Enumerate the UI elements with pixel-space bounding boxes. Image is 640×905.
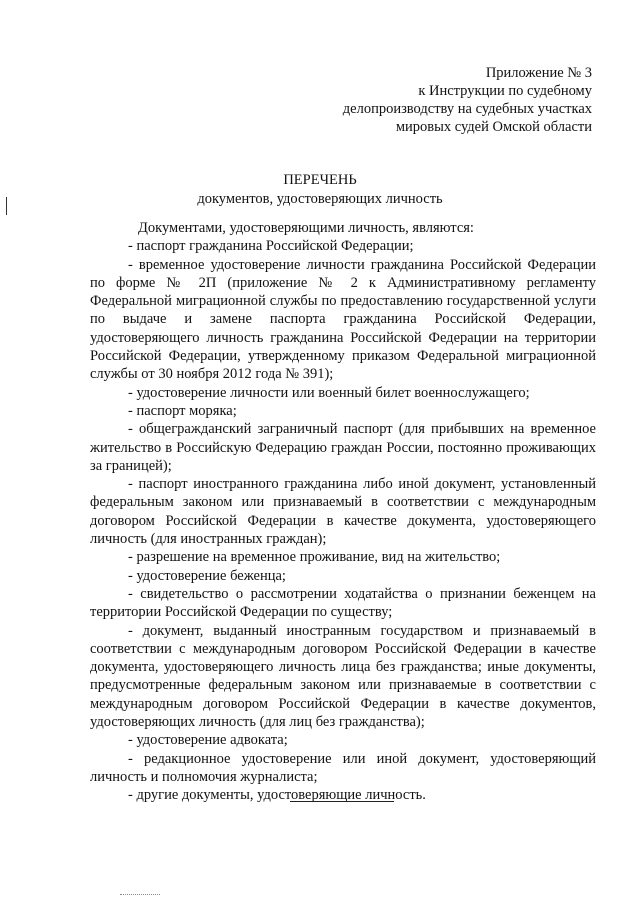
- list-item: - временное удостоверение личности гражданина Российской Федерации по форме № 2П (приложение № 2 к Административному регламенту Федеральной миграционной службы по предоставлению государственной услуги по выдаче и замене паспорта гражданина Российской Федерации, удостоверяющего личность гражданина Российской Федерации на территории Российской Федерации, утвержденному приказом Федеральной миграционной службы от 30 ноября 2012 года № 391);: [90, 256, 596, 383]
- list-item: - другие документы, удостоверяющие личность.: [128, 787, 426, 804]
- annex-header: [232, 64, 592, 136]
- list-item: - паспорт иностранного гражданина либо иной документ, установленный федеральным законом или признаваемый в соответствии с международным договором Российской Федерации в качестве документа, удостоверяющего личность (для иностранных граждан);: [90, 476, 596, 548]
- intro-paragraph: Документами, удостоверяющими личность, являются:: [138, 220, 474, 236]
- list-item: - редакционное удостоверение или иной документ, удостоверяющий личность и полномочия журналиста;: [90, 750, 596, 785]
- list-item: - удостоверение личности или военный билет военнослужащего;: [128, 384, 530, 401]
- annex-line-1: Приложение № 3: [485, 65, 592, 81]
- list-item: - свидетельство о рассмотрении ходатайства о признании беженцем на территории Российской Федерации по существу;: [90, 585, 596, 621]
- title-block: [0, 171, 640, 209]
- list-item: - удостоверение беженца;: [128, 567, 286, 584]
- document-body: [90, 219, 596, 805]
- annex-line-3: делопроизводству на судебных участках: [342, 101, 592, 117]
- list-item: - общегражданский заграничный паспорт (для прибывших на временное жительство в Российскую Федерацию граждан России, постоянно проживающих за границей);: [90, 421, 596, 474]
- list-item: - паспорт гражданина Российской Федерации;: [128, 238, 414, 255]
- document-title: ПЕРЕЧЕНЬ: [283, 172, 357, 188]
- list-item: - паспорт моряка;: [128, 402, 237, 419]
- list-item: - документ, выданный иностранным государством и признаваемый в соответствии с международным договором Российской Федерации в качестве документа, удостоверяющего личность лица без гражданства; иные документы, предусмотренные федеральным законом или признаваемые в соответствии с международным договором Российской Федерации в качестве документов, удостоверяющих личность (для лиц без гражданства);: [90, 622, 596, 731]
- annex-line-4: мировых судей Омской области: [395, 119, 592, 135]
- scan-artifact: [120, 894, 160, 895]
- list-item: - удостоверение адвоката;: [128, 732, 288, 749]
- annex-line-2: к Инструкции по судебному: [418, 83, 592, 99]
- end-divider: [290, 801, 394, 802]
- document-subtitle: документов, удостоверяющих личность: [197, 191, 443, 207]
- list-item: - разрешение на временное проживание, вид на жительство;: [128, 549, 501, 566]
